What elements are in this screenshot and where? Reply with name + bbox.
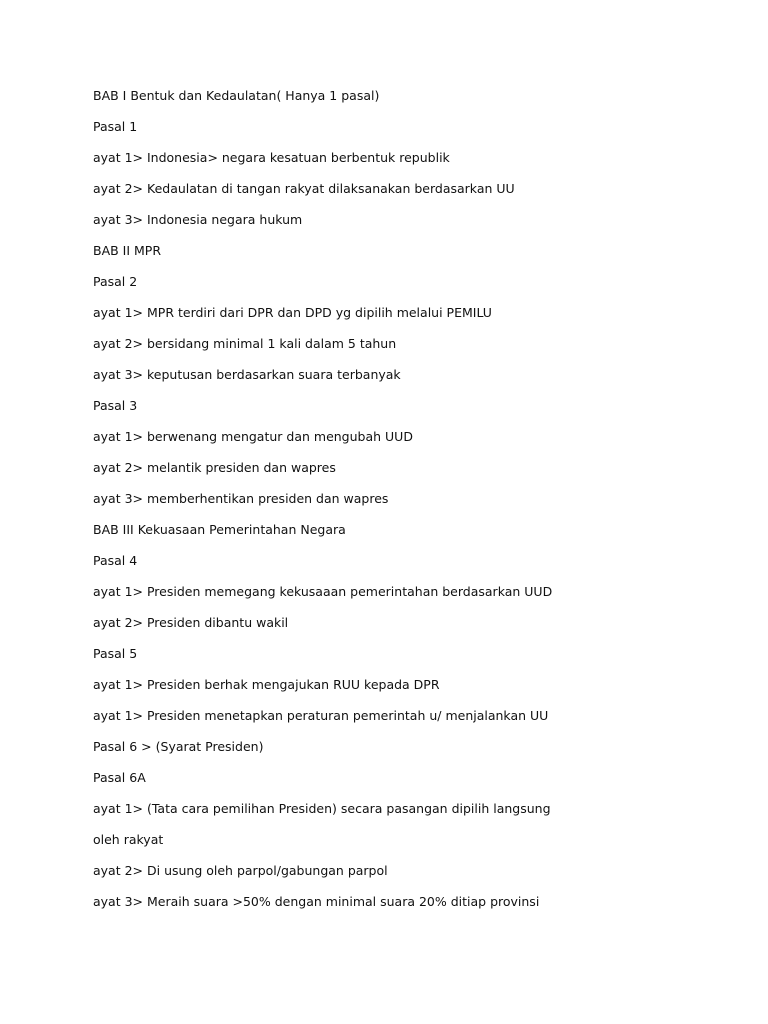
chapter-heading: BAB I Bentuk dan Kedaulatan( Hanya 1 pasal) <box>93 88 380 103</box>
verse-line: ayat 2> Di usung oleh parpol/gabungan parpol <box>93 863 388 878</box>
verse-line: ayat 1> berwenang mengatur dan mengubah UUD <box>93 429 413 444</box>
verse-line: ayat 3> Indonesia negara hukum <box>93 212 303 227</box>
verse-line: ayat 2> bersidang minimal 1 kali dalam 5 tahun <box>93 336 397 351</box>
verse-line: ayat 1> (Tata cara pemilihan Presiden) secara pasangan dipilih langsung <box>93 801 551 816</box>
article-heading: Pasal 2 <box>93 274 138 289</box>
document-body <box>93 86 733 923</box>
verse-line: ayat 1> MPR terdiri dari DPR dan DPD yg dipilih melalui PEMILU <box>93 305 492 320</box>
verse-continuation: oleh rakyat <box>93 832 164 847</box>
chapter-heading: BAB II MPR <box>93 243 162 258</box>
verse-line: ayat 2> melantik presiden dan wapres <box>93 460 336 475</box>
article-heading: Pasal 6 > (Syarat Presiden) <box>93 739 264 754</box>
verse-line: ayat 1> Presiden memegang kekusaaan pemerintahan berdasarkan UUD <box>93 584 553 599</box>
verse-line: ayat 1> Presiden menetapkan peraturan pemerintah u/ menjalankan UU <box>93 708 549 723</box>
article-heading: Pasal 4 <box>93 553 138 568</box>
article-heading: Pasal 6A <box>93 770 146 785</box>
verse-line: ayat 1> Presiden berhak mengajukan RUU kepada DPR <box>93 677 440 692</box>
verse-line: ayat 3> Meraih suara >50% dengan minimal suara 20% ditiap provinsi <box>93 894 540 909</box>
article-heading: Pasal 5 <box>93 646 138 661</box>
article-heading: Pasal 1 <box>93 119 138 134</box>
article-heading: Pasal 3 <box>93 398 138 413</box>
verse-line: ayat 3> memberhentikan presiden dan wapres <box>93 491 389 506</box>
verse-line: ayat 3> keputusan berdasarkan suara terbanyak <box>93 367 401 382</box>
verse-line: ayat 1> Indonesia> negara kesatuan berbentuk republik <box>93 150 450 165</box>
verse-line: ayat 2> Presiden dibantu wakil <box>93 615 289 630</box>
verse-line: ayat 2> Kedaulatan di tangan rakyat dilaksanakan berdasarkan UU <box>93 181 515 196</box>
chapter-heading: BAB III Kekuasaan Pemerintahan Negara <box>93 522 346 537</box>
